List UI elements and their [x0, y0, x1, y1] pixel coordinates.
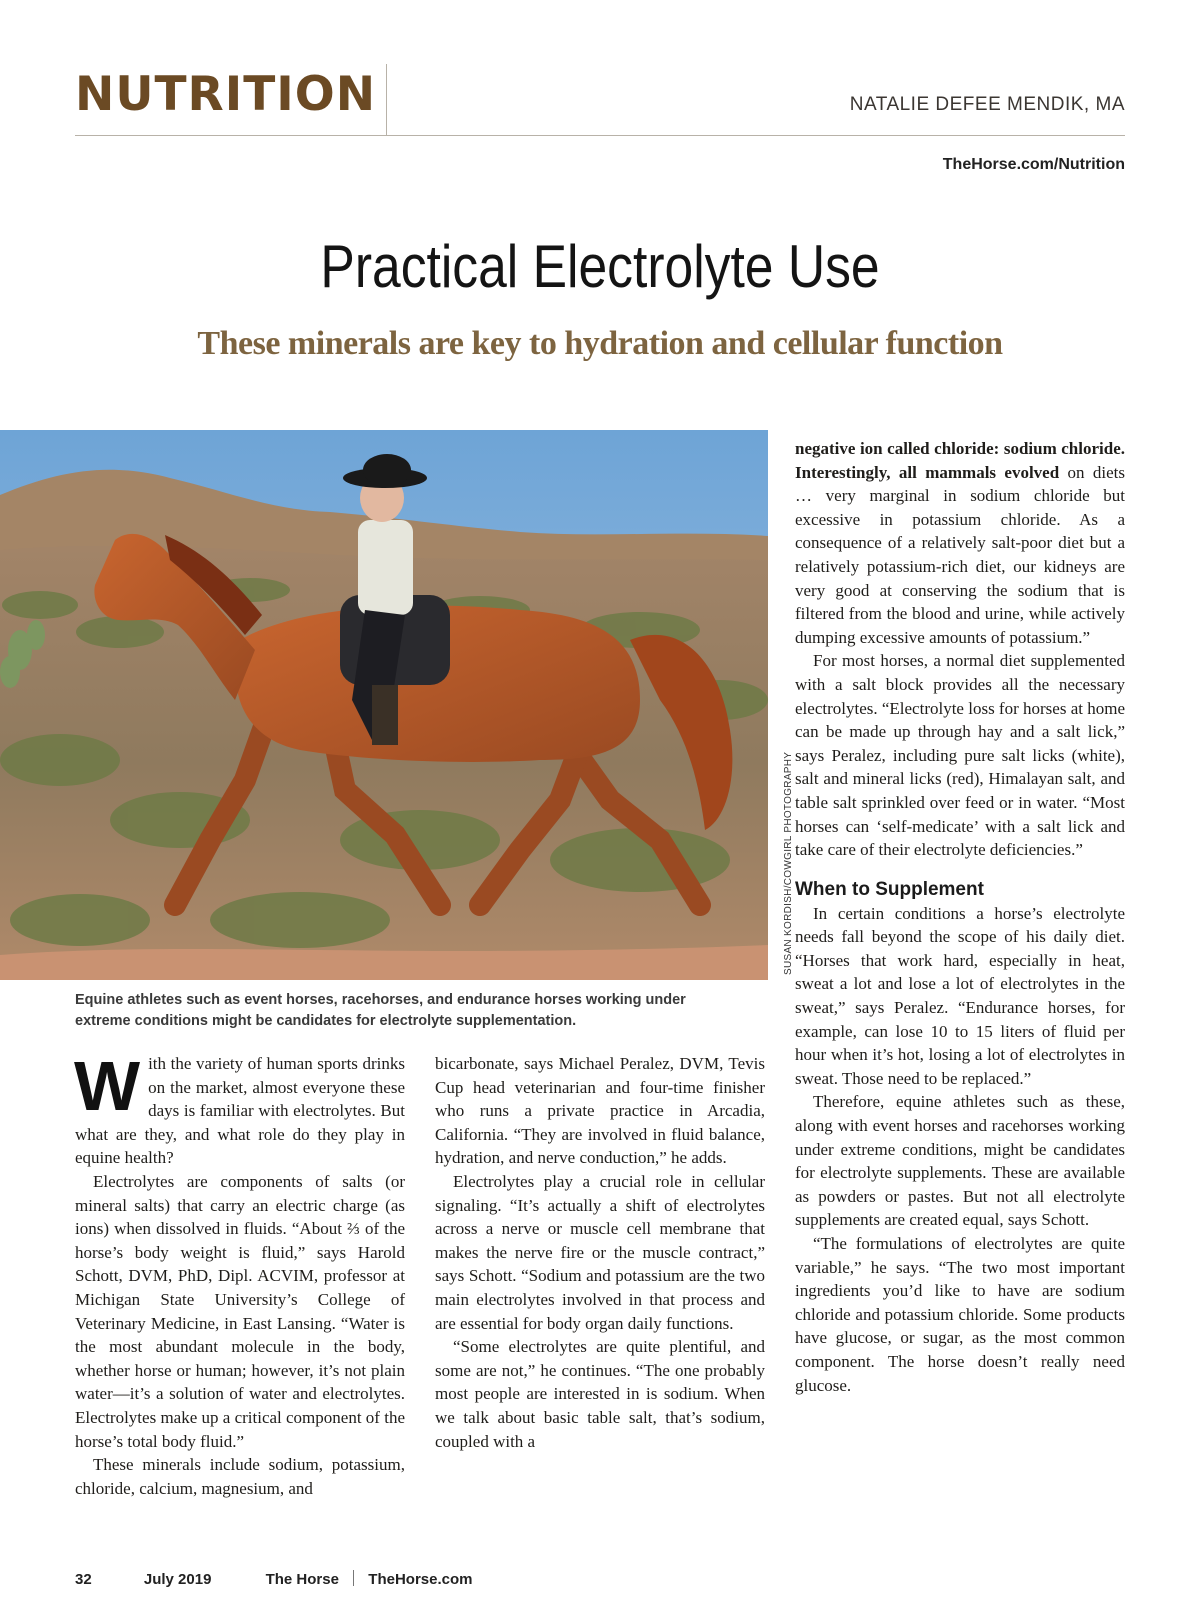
- page-number: 32: [75, 1571, 92, 1588]
- section-title: NUTRITION: [75, 67, 377, 122]
- body-column-3: [795, 437, 1125, 1397]
- body-paragraph: Therefore, equine athletes such as these, along with event horses and racehorses working under extreme conditions, might be candidates for electrolyte supplements. These are available as powders or pastes. But not all electrolyte supplements are created equal, says Schott.: [795, 1092, 1125, 1230]
- body-paragraph: In certain conditions a horse’s electrolyte needs fall beyond the scope of his daily diet. “Horses that work hard, especially in heat, sweat a lot and lose a lot of electrolytes in the sweat,” says Peralez. “Endurance horses, for example, can lose 10 to 15 liters of fluid per hour when it’s hot, losing a lot of electrolytes in sweat. Those need to be replaced.”: [795, 903, 1125, 1088]
- article-headline: Practical Electrolyte Use: [320, 233, 880, 300]
- bold-lead-in: negative ion called chloride: sodium chloride. Interestingly, all mammals evolved: [795, 439, 1125, 482]
- magazine-name: The Horse: [265, 1571, 339, 1588]
- body-paragraph: Electrolytes play a crucial role in cellular signaling. “It’s actually a shift of electrolytes across a nerve or muscle cell membrane that makes the nerve fire or the muscle contract,” says Schott. “Sodium and potassium are the two main electrolytes involved in that process and are essential for body organ daily functions.: [435, 1171, 765, 1333]
- header-rule: [75, 135, 1125, 136]
- section-link[interactable]: TheHorse.com/Nutrition: [942, 156, 1125, 173]
- body-paragraph: Electrolytes are components of salts (or mineral salts) that carry an electric charge (as ions) when dissolved in fluids. “About ⅔ of the horse’s body weight is fluid,” says Harold Schott, DVM, PhD, Dipl. ACVIM, professor at Michigan State University’s College of Veterinary Medicine, in East Lansing. “Water is the most abundant molecule in the body, whether horse or human; however, it’s not plain water—it’s a solution of water and electrolytes. Electrolytes make up a critical component of the horse’s total body fluid.”: [75, 1171, 405, 1451]
- body-paragraph: These minerals include sodium, potassium, chloride, calcium, magnesium, and: [75, 1455, 405, 1498]
- body-paragraph: “The formulations of electrolytes are quite variable,” he says. “The two most important ingredients you’d like to have are sodium chloride and potassium chloride. Some products have glucose, or sugar, as the most common component. The horse doesn’t really need glucose.: [795, 1234, 1125, 1395]
- section-subhead: When to Supplement: [795, 878, 984, 900]
- body-paragraph: bicarbonate, says Michael Peralez, DVM, Tevis Cup head veterinarian and four-time finisher who runs a private practice in Arcadia, California. “They are involved in fluid balance, hydration, and nerve conduction,” he adds.: [435, 1054, 765, 1168]
- body-paragraph: “Some electrolytes are quite plentiful, and some are not,” he continues. “The one probably most people are interested in is sodium. When we talk about basic table salt, that’s sodium, coupled with a: [435, 1337, 765, 1451]
- issue-date: July 2019: [143, 1571, 212, 1588]
- body-paragraph: For most horses, a normal diet supplemented with a salt block provides all the necessary electrolytes. “Electrolyte loss for horses at home can be made up through hay and a salt lick,” says Peralez, including pure salt licks (white), salt and mineral licks (red), Himalayan salt, and table salt sprinkled over feed or in water. “Most horses can ‘self-medicate’ with a salt lick and take care of their electrolyte deficiencies.”: [795, 651, 1125, 860]
- author-byline: NATALIE DEFEE MENDIK, MA: [849, 94, 1125, 115]
- photo-caption: Equine athletes such as event horses, racehorses, and endurance horses working under extreme conditions might be candidates for electrolyte supplementation.: [75, 992, 686, 1029]
- body-column-2: [435, 1052, 765, 1453]
- horse-rider-photo: [0, 400, 768, 980]
- website-link[interactable]: TheHorse.com: [368, 1571, 473, 1588]
- drop-cap: W: [74, 1047, 141, 1125]
- article-deck: These minerals are key to hydration and cellular function: [197, 325, 1003, 362]
- page-footer: [75, 1570, 473, 1588]
- header-divider: [386, 64, 387, 136]
- footer-divider: [353, 1570, 354, 1586]
- body-paragraph: [74, 1047, 405, 1170]
- body-text: ith the variety of human sports drinks on the market, almost everyone these days is familiar with electrolytes. But what are they, and what role do they play in equine health?: [75, 1054, 405, 1168]
- body-column-1: [74, 1047, 405, 1500]
- photo-credit: SUSAN KORDISH/COWGIRL PHOTOGRAPHY: [783, 751, 794, 975]
- body-paragraph: [795, 437, 1125, 649]
- body-text: on diets … very marginal in sodium chloride but excessive in potassium chloride. As a consequence of a relatively salt-poor diet but a relatively potassium-rich diet, our kidneys are very good at conserving the sodium that is filtered from the blood and urine, while actively dumping excessive amounts of potassium.”: [795, 462, 1125, 647]
